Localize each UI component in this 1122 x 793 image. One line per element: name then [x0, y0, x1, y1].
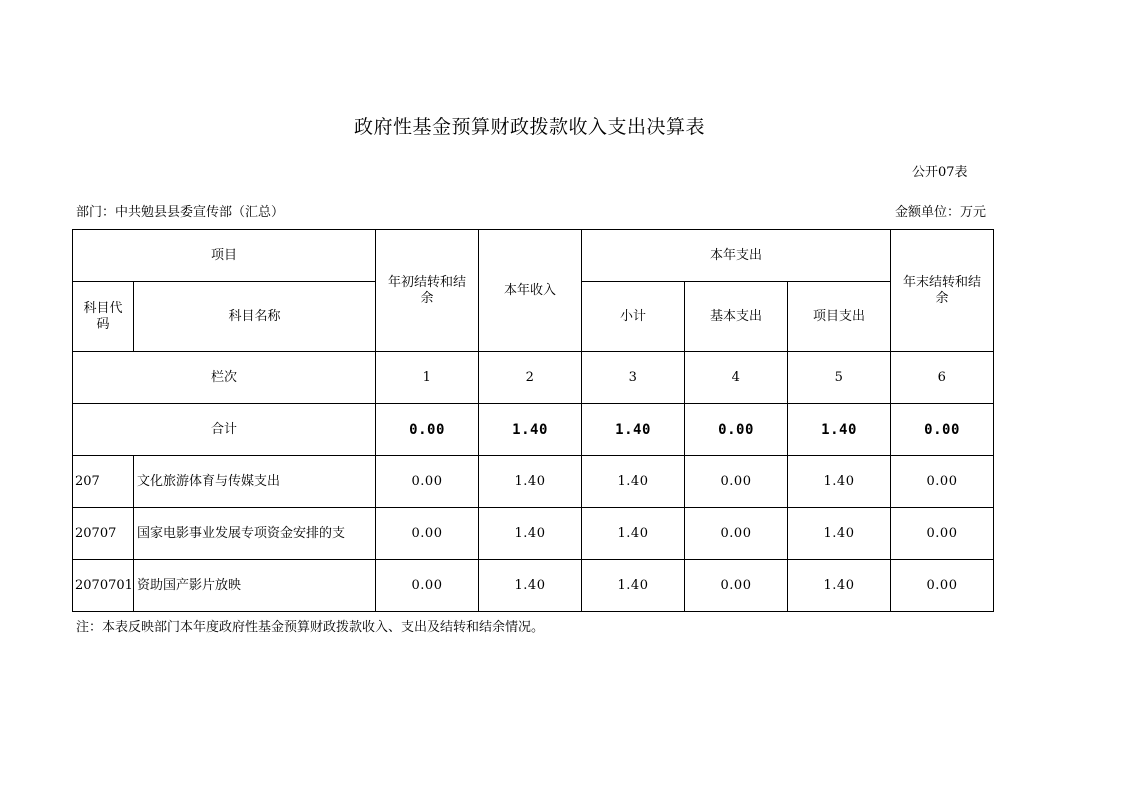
row-cell: 1.40 [788, 560, 891, 612]
column-index-cell: 6 [891, 352, 994, 404]
form-code: 公开07表 [912, 165, 968, 180]
header-basic: 基本支出 [685, 282, 788, 352]
row-cell: 0.00 [685, 508, 788, 560]
column-index-row [73, 352, 994, 404]
row-cell: 1.40 [479, 456, 582, 508]
budget-table [72, 229, 994, 612]
table-row [73, 508, 994, 560]
total-label: 合计 [73, 404, 376, 456]
row-name: 国家电影事业发展专项资金安排的支 [134, 508, 376, 560]
column-index-cell: 2 [479, 352, 582, 404]
row-name: 资助国产影片放映 [134, 560, 376, 612]
row-code: 2070701 [73, 560, 134, 612]
table-row [73, 560, 994, 612]
row-cell: 1.40 [582, 456, 685, 508]
total-cell: 0.00 [376, 404, 479, 456]
total-cell: 0.00 [685, 404, 788, 456]
header-code: 科目代码 [73, 282, 134, 352]
total-cell: 0.00 [891, 404, 994, 456]
row-cell: 1.40 [788, 508, 891, 560]
total-cell: 1.40 [582, 404, 685, 456]
row-cell: 1.40 [582, 560, 685, 612]
total-row [73, 404, 994, 456]
row-code: 207 [73, 456, 134, 508]
header-row-1 [73, 230, 994, 282]
footnote: 注：本表反映部门本年度政府性基金预算财政拨款收入、支出及结转和结余情况。 [76, 620, 545, 635]
header-subtotal: 小计 [582, 282, 685, 352]
row-code: 20707 [73, 508, 134, 560]
report-title: 政府性基金预算财政拨款收入支出决算表 [353, 116, 705, 138]
header-opening-balance: 年初结转和结余 [376, 230, 479, 352]
department-label: 部门：中共勉县县委宣传部（汇总） [76, 205, 285, 220]
row-cell: 0.00 [376, 560, 479, 612]
row-cell: 1.40 [479, 560, 582, 612]
column-index-cell: 1 [376, 352, 479, 404]
column-index-cell: 4 [685, 352, 788, 404]
header-closing-balance: 年末结转和结余 [891, 230, 994, 352]
header-name: 科目名称 [134, 282, 376, 352]
row-cell: 1.40 [788, 456, 891, 508]
row-cell: 0.00 [376, 456, 479, 508]
header-income: 本年收入 [479, 230, 582, 352]
column-index-cell: 5 [788, 352, 891, 404]
total-cell: 1.40 [479, 404, 582, 456]
row-cell: 0.00 [891, 508, 994, 560]
header-expenditure: 本年支出 [582, 230, 891, 282]
total-cell: 1.40 [788, 404, 891, 456]
row-cell: 0.00 [891, 560, 994, 612]
column-index-cell: 3 [582, 352, 685, 404]
row-cell: 0.00 [685, 456, 788, 508]
row-cell: 1.40 [479, 508, 582, 560]
amount-unit-label: 金额单位：万元 [895, 205, 987, 220]
row-cell: 0.00 [891, 456, 994, 508]
header-project: 项目 [73, 230, 376, 282]
row-name: 文化旅游体育与传媒支出 [134, 456, 376, 508]
column-index-label: 栏次 [73, 352, 376, 404]
row-cell: 1.40 [582, 508, 685, 560]
row-cell: 0.00 [376, 508, 479, 560]
header-project-exp: 项目支出 [788, 282, 891, 352]
table-row [73, 456, 994, 508]
row-cell: 0.00 [685, 560, 788, 612]
